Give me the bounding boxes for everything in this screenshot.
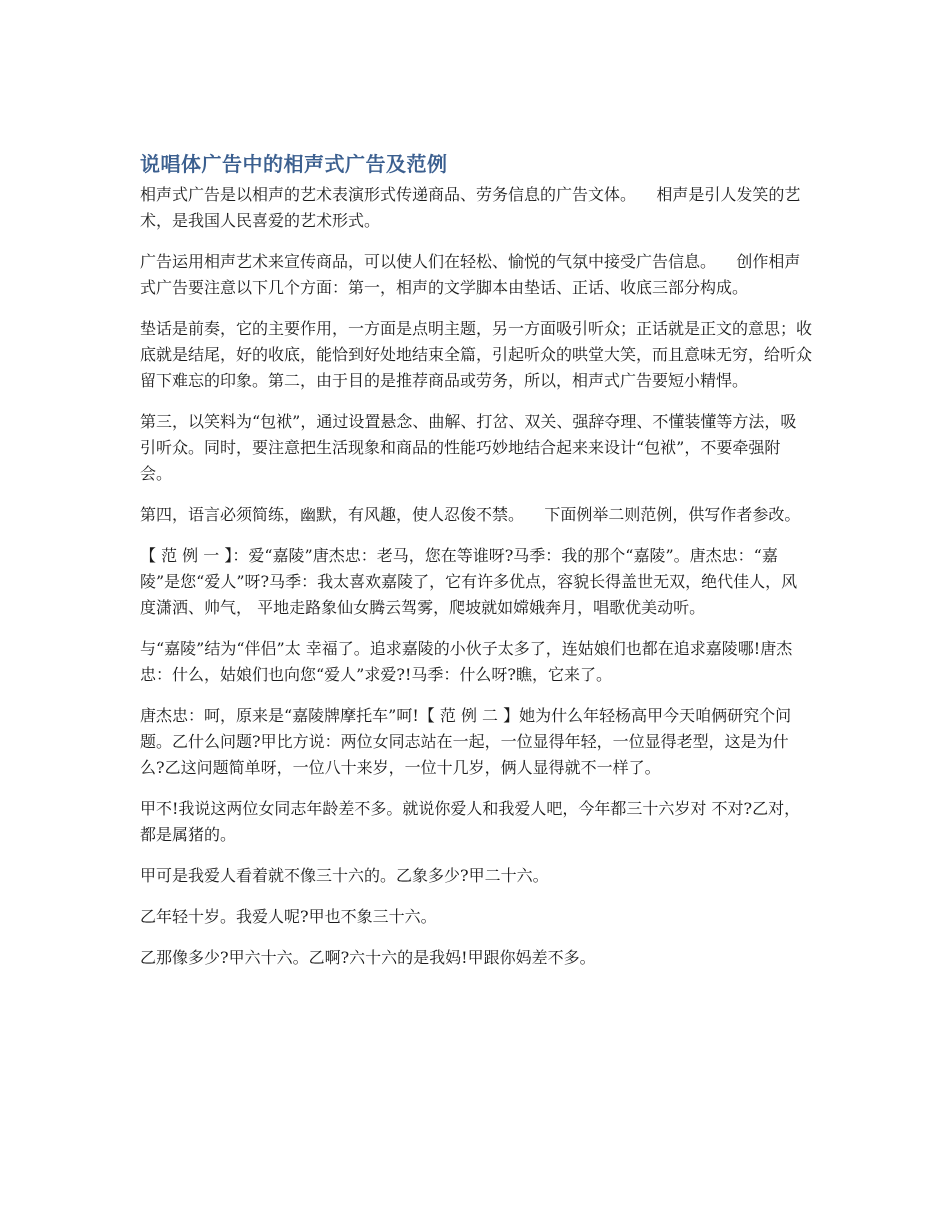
paragraph-2: 广告运用相声艺术来宣传商品，可以使人们在轻松、愉悦的气氛中接受广告信息。 创作相声式广告要注意以下几个方面：第一，相声的文学脚本由垫话、正话、收底三部分构成。 xyxy=(140,252,801,297)
document-page xyxy=(140,150,812,986)
document-title: 说唱体广告中的相声式广告及范例 xyxy=(140,152,448,176)
paragraph-1: 相声式广告是以相声的艺术表演形式传递商品、劳务信息的广告文体。 相声是引人发笑的艺术，是我国人民喜爱的艺术形式。 xyxy=(140,185,801,230)
paragraph-9: 甲不!我说这两位女同志年龄差不多。就说你爱人和我爱人吧，今年都三十六岁对 不对?乙对，都是属猪的。 xyxy=(140,799,801,844)
paragraph-11: 乙年轻十岁。我爱人呢?甲也不象三十六。 xyxy=(140,907,437,926)
paragraph-4: 第三，以笑料为“包袱”，通过设置悬念、曲解、打岔、双关、强辞夺理、不懂装懂等方法，吸引听众。同时，要注意把生活现象和商品的性能巧妙地结合起来来设计“包袱”，不要牵强附会。 xyxy=(140,412,797,483)
paragraph-7: 与“嘉陵”结为“伴侣”太 幸福了。追求嘉陵的小伙子太多了，连姑娘们也都在追求嘉陵哪!唐杰忠：什么，姑娘们也向您“爱人”求爱?!马季：什么呀?瞧，它来了。 xyxy=(140,639,793,684)
paragraph-6: 【 范 例 一 】：爱“嘉陵”唐杰忠：老马，您在等谁呀?马季：我的那个“嘉陵”。唐杰忠：“嘉陵”是您“爱人”呀?马季：我太喜欢嘉陵了，它有许多优点，容貌长得盖世无双，绝代佳人，风度潇洒、帅气， 平地走路象仙女腾云驾雾，爬坡就如嫦娥奔月，唱歌优美动听。 xyxy=(140,546,798,617)
paragraph-12: 乙那像多少?甲六十六。乙啊?六十六的是我妈!甲跟你妈差不多。 xyxy=(140,948,596,967)
paragraph-5: 第四，语言必须简练，幽默，有风趣，使人忍俊不禁。 下面例举二则范例，供写作者参改。 xyxy=(140,505,801,524)
paragraph-3: 垫话是前奏，它的主要作用，一方面是点明主题，另一方面吸引听众；正话就是正文的意思；收底就是结尾，好的收底，能恰到好处地结束全篇，引起听众的哄堂大笑，而且意味无穷，给听众留下难忘的印象。第二，由于目的是推荐商品或劳务，所以，相声式广告要短小精悍。 xyxy=(140,319,813,390)
paragraph-10: 甲可是我爱人看着就不像三十六的。乙象多少?甲二十六。 xyxy=(140,866,549,885)
paragraph-8: 唐杰忠：呵，原来是“嘉陵牌摩托车”呵!【 范 例 二 】她为什么年轻杨高甲今天咱俩研究个问题。乙什么问题?甲比方说：两位女同志站在一起，一位显得年轻，一位显得老型，这是为什么?乙这问题简单呀，一位八十来岁，一位十几岁，俩人显得就不一样了。 xyxy=(140,706,792,777)
